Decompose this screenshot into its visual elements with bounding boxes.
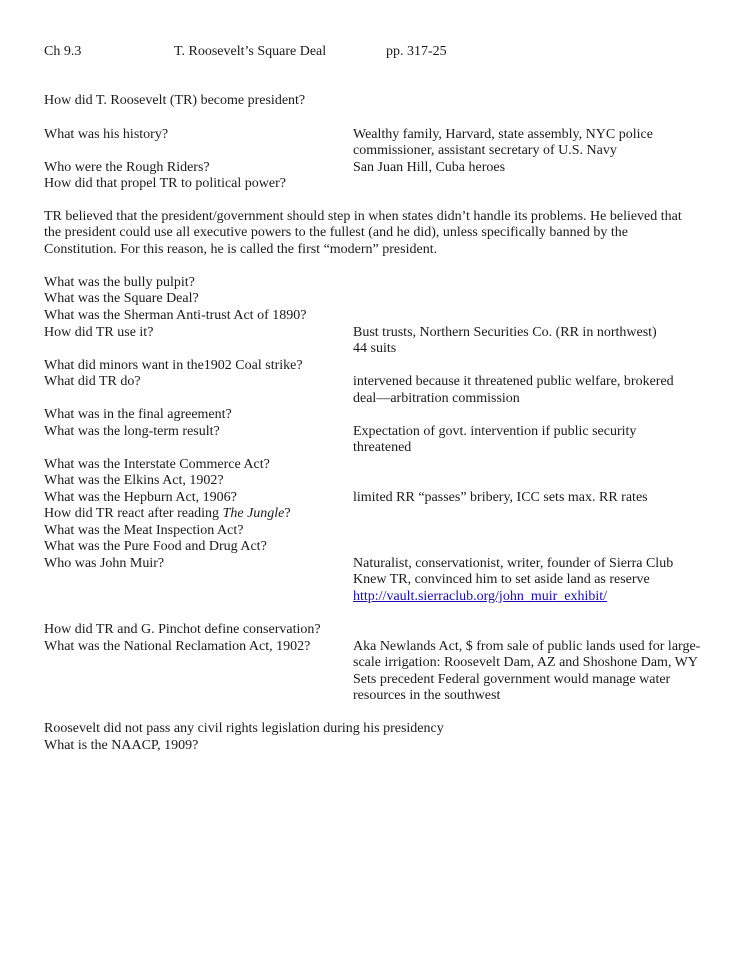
question: What was in the final agreement? (44, 407, 232, 422)
answer: Naturalist, conservationist, writer, founder of Sierra Club (353, 556, 674, 571)
question: Who was John Muir? (44, 556, 165, 571)
question: What was the Square Deal? (44, 291, 199, 306)
paragraph-line: Constitution. For this reason, he is called the first “modern” president. (44, 242, 438, 257)
question: What was the National Reclamation Act, 1902? (44, 639, 311, 654)
question: What is the NAACP, 1909? (44, 738, 199, 753)
question-mark: ? (284, 506, 291, 521)
answer: Sets precedent Federal government would manage water (353, 672, 671, 687)
paragraph-line: the president could use all executive powers to the fullest (and he did), unless specifically banned by the (44, 225, 628, 240)
answer: deal—arbitration commission (353, 391, 520, 406)
answer: Knew TR, convinced him to set aside land as reserve (353, 572, 650, 587)
question: Who were the Rough Riders? (44, 160, 210, 175)
question: How did T. Roosevelt (TR) become president? (44, 93, 306, 108)
answer: Wealthy family, Harvard, state assembly, NYC police (353, 127, 653, 142)
answer: limited RR “passes” bribery, ICC sets max. RR rates (353, 490, 648, 505)
answer: 44 suits (353, 341, 397, 356)
question: What did minors want in the1902 Coal strike? (44, 358, 303, 373)
book-title: The Jungle (222, 506, 285, 521)
question: How did that propel TR to political power? (44, 176, 286, 191)
question: What was the Hepburn Act, 1906? (44, 490, 237, 505)
page-range: pp. 317-25 (386, 44, 447, 59)
answer: scale irrigation: Roosevelt Dam, AZ and Shoshone Dam, WY (353, 655, 699, 670)
question: What was the long-term result? (44, 424, 220, 439)
question: How did TR and G. Pinchot define conservation? (44, 622, 321, 637)
answer: commissioner, assistant secretary of U.S. Navy (353, 143, 617, 158)
answer: San Juan Hill, Cuba heroes (353, 160, 506, 175)
answer: intervened because it threatened public welfare, brokered (353, 374, 674, 389)
question: What was the Interstate Commerce Act? (44, 457, 270, 472)
question: How did TR use it? (44, 325, 154, 340)
question: What was his history? (44, 127, 169, 142)
question-jungle (44, 506, 291, 523)
question: What was the bully pulpit? (44, 275, 195, 290)
muir-exhibit-link[interactable] (353, 589, 607, 606)
answer: Expectation of govt. intervention if public security (353, 424, 637, 439)
link[interactable]: http://vault.sierraclub.org/john_muir_exhibit/ (353, 589, 608, 604)
question: What did TR do? (44, 374, 141, 389)
answer: resources in the southwest (353, 688, 501, 703)
question-text: How did TR react after reading (44, 506, 223, 521)
statement: Roosevelt did not pass any civil rights legislation during his presidency (44, 721, 444, 736)
paragraph-line: TR believed that the president/government should step in when states didn’t handle its problems. He believed that (44, 209, 682, 224)
answer: Bust trusts, Northern Securities Co. (RR in northwest) (353, 325, 657, 340)
answer: Aka Newlands Act, $ from sale of public lands used for large- (353, 639, 701, 654)
chapter-label: Ch 9.3 (44, 44, 82, 59)
question: What was the Meat Inspection Act? (44, 523, 244, 538)
question: What was the Pure Food and Drug Act? (44, 539, 267, 554)
question: What was the Sherman Anti-trust Act of 1890? (44, 308, 307, 323)
page-title: T. Roosevelt’s Square Deal (174, 44, 327, 59)
answer: threatened (353, 440, 412, 455)
question: What was the Elkins Act, 1902? (44, 473, 224, 488)
